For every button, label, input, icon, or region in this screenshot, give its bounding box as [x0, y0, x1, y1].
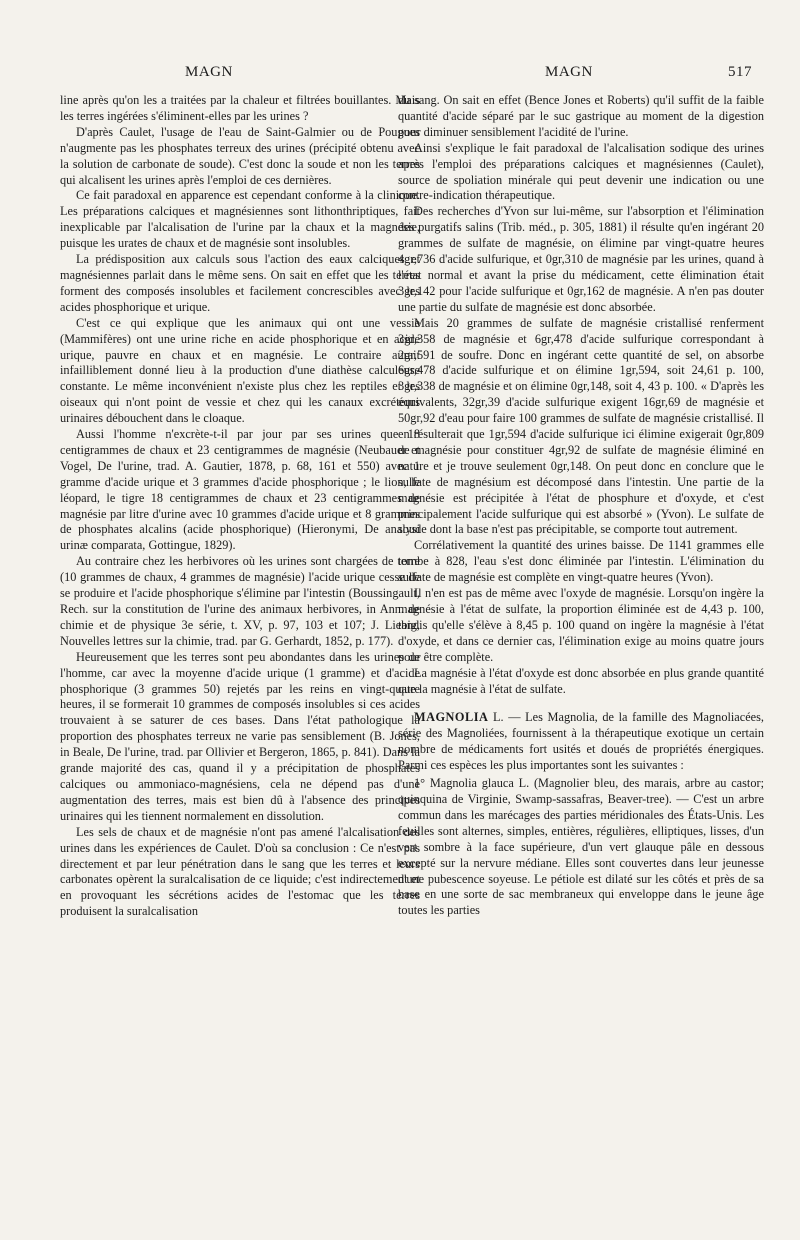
entry-headword: MAGNOLIA: [414, 710, 489, 725]
paragraph: Mais 20 grammes de sulfate de magnésie cristallisé renferment 3gr,358 de magnésie et 6gr,478 d'acide sulfurique correspondant à 2gr,591 de soufre. Donc en ingérant cette quantité de sel, on absorbe 6gr,478 d'acide sulfurique et on élimine 1gr,594, soit 24,61 p. 100, 3gr,338 de magnésie et on élimine 0gr,148, soit 4, 43 p. 100. « D'après les équivalents, 32gr,39 d'acide sulfurique exigent 16gr,69 de magnésie et 50gr,92 d'eau pour faire 100 grammes de sulfate de magnésie cristallisé. Il en résulterait que 1gr,594 d'acide sulfurique ici élimine exigerait 0gr,809 de magnésie pour constituer 4gr,92 de sulfate de magnésie éliminé en nature et je trouve seulement 0gr,148. On peut donc en conclure que le sulfate de magnésium est décomposé dans l'intestin. Une partie de la magnésie est précipitée à l'état de phosphure et d'oxyde, et c'est principalement l'acide sulfurique qui est absorbé » (Yvon). Le sulfate de soude dont la base n'est pas précipitable, se comporte tout autrement.: [398, 315, 764, 537]
paragraph: Corrélativement la quantité des urines baisse. De 1141 grammes elle tombe à 828, l'eau s'est donc éliminée par l'intestin. L'élimination du sulfate de magnésie est complète en vingt-quatre heures (Yvon).: [398, 538, 764, 585]
paragraph: Il n'en est pas de même avec l'oxyde de magnésie. Lorsqu'on ingère la magnésie à l'état de sulfate, la proportion éliminée est de 4,43 p. 100, tandis qu'elle s'élève à 8,45 p. 100 quand on ingère la magnésie à l'état d'oxyde, et dans ce dernier cas, l'élimination exige au moins quatre jours pour être complète.: [398, 586, 764, 664]
paragraph: line après qu'on les a traitées par la chaleur et filtrées bouillantes. Mais les terres ingérées s'éliminent-elles par les urines ?: [60, 93, 420, 123]
entry-text: L. — Les Magnolia, de la famille des Magnoliacées, série des Magnoliées, fournissent à la thérapeutique exotique un certain nombre de médicaments fort usités et doués de propriétés énergiques. Parmi ces espèces les plus importantes sont les suivantes :: [398, 710, 764, 773]
paragraph: Des recherches d'Yvon sur lui-même, sur l'absorption et l'élimination des purgatifs salins (Trib. méd., p. 305, 1881) il résulte qu'en ingérant 20 grammes de sulfate de magnésie, on élimine par vingt-quatre heures 4gr,736 d'acide sulfurique, et 0gr,310 de magnésie par les urines, quand à l'état normal et avant la prise du médicament, cette élimination était 3gr,142 pour l'acide sulfurique et 0gr,162 de magnésie. A n'en pas douter une partie du sulfate de magnésie est donc absorbée.: [398, 204, 764, 314]
paragraph: Les sels de chaux et de magnésie n'ont pas amené l'alcalisation des urines dans les expériences de Caulet. D'où sa conclusion : Ce n'est pas directement et par leur pénétration dans le sang que les terres et leurs carbonates opèrent la suralcalisation de ce liquide; c'est indirectement et en provoquant les sécrétions acides de l'estomac que les terres produisent la suralcalisation: [60, 824, 420, 919]
running-head-left: MAGN: [185, 64, 233, 80]
paragraph: C'est ce qui explique que les animaux qui ont une vessie (Mammifères) ont une urine riche en acide phosphorique et en acide urique, pauvre en chaux et en magnésie. Le contraire aurait infailliblement donné lieu à la production d'une diathèse calculeuse constante. Le même inconvénient n'existe plus chez les reptiles et les oiseaux qui n'ont point de vessie et chez qui les canaux excréteurs urinaires débouchent dans le cloaque.: [60, 315, 420, 426]
paragraph: Aussi l'homme n'excrète-t-il par jour par ses urines que 18 centigrammes de chaux et 23 centigrammes de magnésie (Neubauer et Vogel, De l'urine, trad. A. Gautier, 1878, p. 68, 161 et 550) avec 1 gramme d'acide urique et 3 grammes d'acide phosphorique ; le lion, le léopard, le tigre 18 centigrammes de chaux et 23 centigrammes de magnésie par litre d'urine avec 10 grammes d'acide urique et 8 grammes de phosphates alcalins (acide phosphorique) (Hieronymi, De analysi urinæ comparata, Gottingue, 1829).: [60, 427, 420, 553]
page-number: 517: [728, 64, 752, 80]
entry-item: 1° Magnolia glauca L. (Magnolier bleu, des marais, arbre au castor; quinquina de Virginie, Swamp-sassafras, Beaver-tree). — C'est un arbre commun dans les marécages des parties méridionales des États-Unis. Les feuilles sont alternes, simples, entières, régulières, elliptiques, lisses, d'un vert sombre à la face supérieure, d'un vert glauque pâle en dessous excepté sur la nervure médiane. Elles sont couvertes dans leur jeunesse d'une pubescence soyeuse. Le pétiole est dilaté sur les côtés et près de sa base en une sorte de sac membraneux qui enveloppe dans le jeune âge toutes les parties: [398, 776, 764, 918]
entry-paragraph: [398, 710, 764, 774]
paragraph: La magnésie à l'état d'oxyde est donc absorbée en plus grande quantité que la magnésie à l'état de sulfate.: [398, 665, 764, 696]
paragraph: Heureusement que les terres sont peu abondantes dans les urines de l'homme, car avec la moyenne d'acide urique (1 gramme) et d'acide phosphorique (3 grammes 50) rejetés par les reins en vingt-quatre heures, il se formerait 10 grammes de composés insolubles si ces acides trouvaient à se saturer de ces bases. Dans l'état pathologique la proportion des phosphates terreux ne varie pas sensiblement (B. Jones, in Beale, De l'urine, trad. par Ollivier et Bergeron, 1865, p. 841). Dans la grande majorité des cas, quand il y a précipitation de phosphates calciques ou ammoniaco-magnésiens, cela ne dépend pas d'une augmentation des terres, mais est bien dû à l'absence des principes urinaires qui les tiennent normalement en dissolution.: [60, 649, 420, 823]
paragraph: D'après Caulet, l'usage de l'eau de Saint-Galmier ou de Pougues n'augmente pas les phosphates terreux des urines (précipité obtenu avec la solution de carbonate de soude). C'est donc la soude et non les terres qui alcalisent les urines après l'emploi de ces dernières.: [60, 124, 420, 187]
paragraph: La prédisposition aux calculs sous l'action des eaux calciques et magnésiennes parlait dans le même sens. On sait en effet que les terres forment des composés insolubles et facilement concrescibles avec les acides phosphorique et urique.: [60, 252, 420, 314]
running-head-right: MAGN: [545, 64, 593, 80]
paragraph: du sang. On sait en effet (Bence Jones et Roberts) qu'il suffit de la faible quantité d'acide séparé par le suc gastrique au moment de la digestion pour diminuer sensiblement l'acidité de l'urine.: [398, 93, 764, 139]
paragraph: Ce fait paradoxal en apparence est cependant conforme à la clinique. Les préparations calciques et magnésiennes sont lithonthriptiques, fait inexplicable par l'alcalisation de l'urine par la chaux et la magnésie, puisque les urates de chaux et de magnésie sont insolubles.: [60, 188, 420, 251]
paragraph: Au contraire chez les herbivores où les urines sont chargées de terre (10 grammes de chaux, 4 grammes de magnésie) l'acide urique cesse de se produire et l'acide phosphorique s'élimine par l'intestin (Boussingault, Rech. sur la constitution de l'urine des animaux herbivores, in Ann. de chimie et de physique 3e série, t. XV, p. 97, 103 et 107; J. Liebig, Nouvelles lettres sur la chimie, trad. par G. Gerhardt, 1852, p. 177).: [60, 554, 420, 648]
left-column: [60, 93, 420, 920]
right-column: [398, 93, 764, 919]
paragraph: Ainsi s'explique le fait paradoxal de l'alcalisation sodique des urines après l'emploi des préparations calciques et magnésiennes (Caulet), source de spoliation minérale qui peut devenir une indication ou une contre-indication thérapeutique.: [398, 140, 764, 203]
